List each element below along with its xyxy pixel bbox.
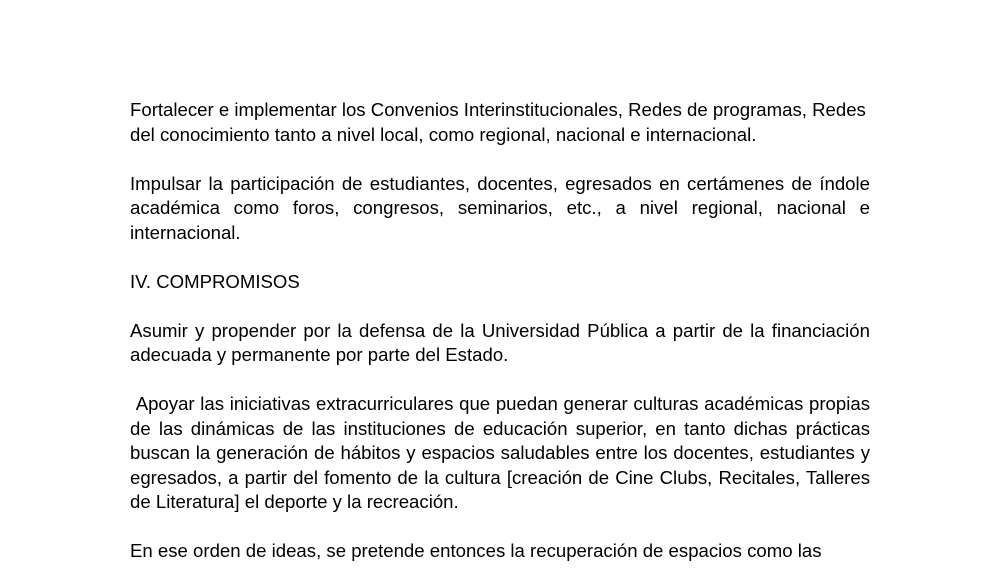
paragraph-convenios: Fortalecer e implementar los Convenios Interinstitucionales, Redes de programas, Redes del conocimiento tanto a nivel local, como regional, nacional e internacional. xyxy=(130,99,866,145)
document-body xyxy=(130,98,876,580)
paragraph-universidad-publica: Asumir y propender por la defensa de la Universidad Pública a partir de la financiación adecuada y permanente por parte del Estado. xyxy=(130,319,870,365)
paragraph-participacion: Impulsar la participación de estudiantes, docentes, egresados en certámenes de índole académica como foros, congresos, seminarios, etc., a nivel regional, nacional e internacional. xyxy=(130,172,870,243)
paragraph-orden-ideas: En ese orden de ideas, se pretende entonces la recuperación de espacios como las xyxy=(130,540,822,561)
section-heading-compromisos: IV. COMPROMISOS xyxy=(130,270,300,292)
paragraph-iniciativas: Apoyar las iniciativas extracurriculares que puedan generar culturas académicas propias de las dinámicas de las instituciones de educación superior, en tanto dichas prácticas buscan la generación de hábitos y espacios saludables entre los docentes, estudiantes y egresados, a partir del fomento de la cultura [creación de Cine Clubs, Recitales, Talleres de Literatura] el deporte y la recreación. xyxy=(130,393,876,512)
